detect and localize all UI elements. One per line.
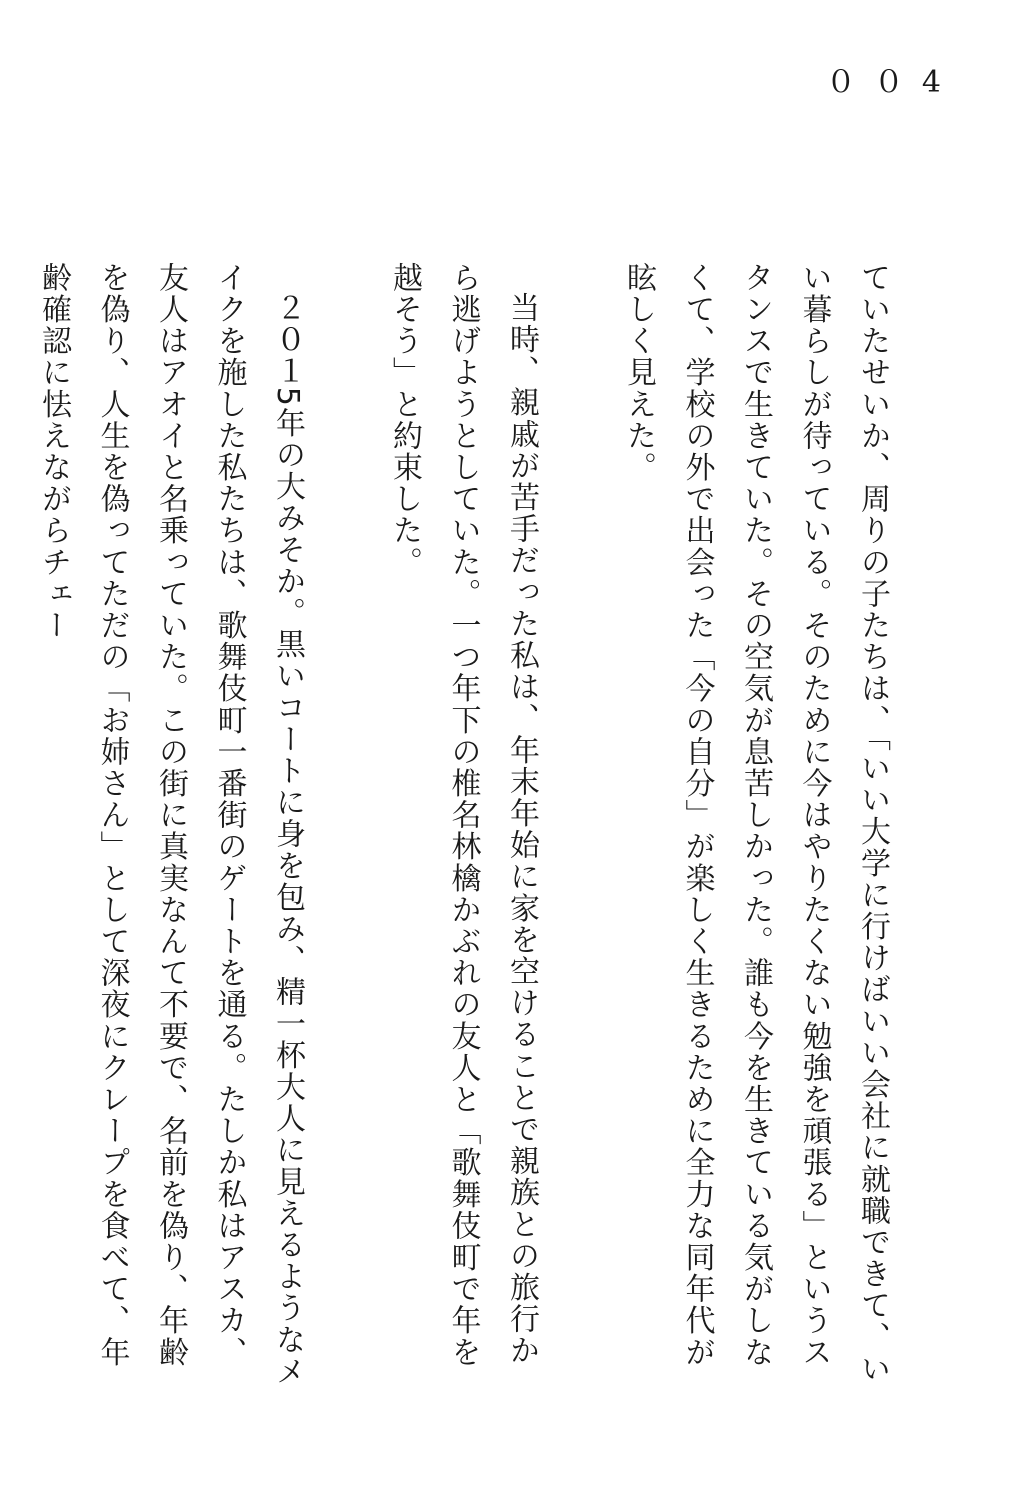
paragraph-spacer [550,262,609,1392]
paragraph-2: 当時、親戚が苦手だった私は、年末年始に家を空けることで親族との旅行から逃げようとしていた。一つ年下の椎名林檎かぶれの友人と「歌舞伎町で年を越そう」と約束した。 [387,262,539,1368]
paragraph-1: ていたせいか、周りの子たちは、「いい大学に行けばいい会社に就職できて、いい暮らしが待っている。そのために今はやりたくない勉強を頑張る」というスタンスで生きていた。その空気が息苦しかった。誰も今を生きている気がしなくて、学校の外で出会った「今の自分」が楽しく生きるために全力な同年代が眩しく見えた。 [621,262,890,1385]
paragraph-spacer [316,262,375,1392]
vertical-text-body [24,262,902,1392]
paragraph-3: ２０１5年の大みそか。黒いコートに身を包み、精一杯大人に見えるようなメイクを施した私たちは、歌舞伎町一番街のゲートを通る。たしか私はアスカ、友人はアオイと名乗っていた。この街に真実なんて不要で、名前を偽り、年齢を偽り、人生を偽ってただの「お姉さん」として深夜にクレープを食べて、年齢確認に怯えながらチェー [36,262,305,1388]
page-number: ００4 [825,65,959,100]
